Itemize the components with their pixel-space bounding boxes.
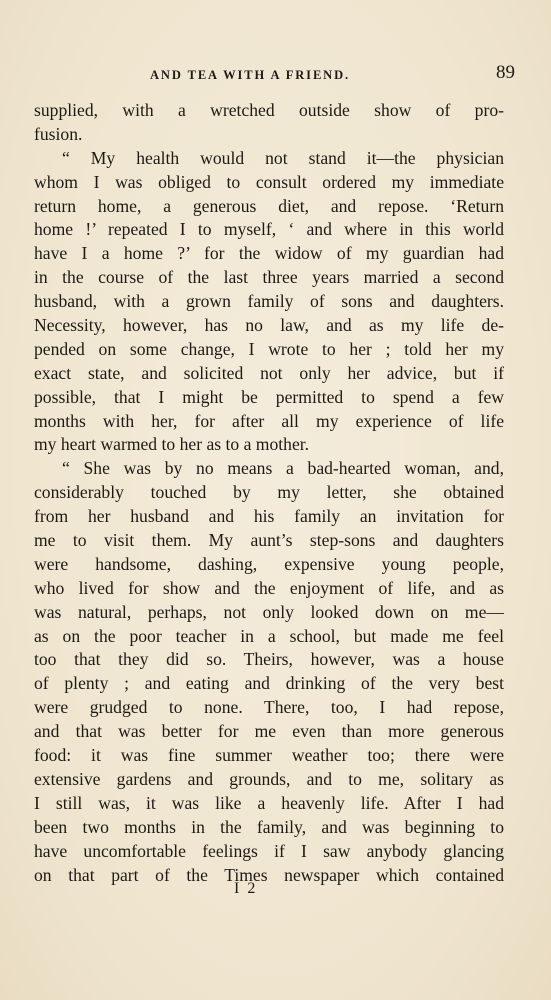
text-line: whom I was obliged to consult ordered my immediate xyxy=(34,171,504,192)
text-line: too that they did so. Theirs, however, was a house xyxy=(34,649,504,670)
text-line: were handsome, dashing, expensive young people, xyxy=(34,553,504,574)
text-line: extensive gardens and grounds, and to me, solitary as xyxy=(34,768,504,789)
text-line: me to visit them. My aunt’s step-sons and daughters xyxy=(34,530,504,551)
text-line: on that part of the Times newspaper which contained xyxy=(34,864,504,885)
text-line: been two months in the family, and was beginning to xyxy=(34,816,504,837)
page-number: 89 xyxy=(496,62,515,83)
text-line: my heart warmed to her as to a mother. xyxy=(34,434,310,455)
text-line: pended on some change, I wrote to her ; told her my xyxy=(34,338,504,359)
text-line: food: it was fine summer weather too; there were xyxy=(34,745,504,766)
signature-mark: I 2 xyxy=(234,880,258,897)
text-line: who lived for show and the enjoyment of life, and as xyxy=(34,577,504,598)
text-line: were grudged to none. There, too, I had repose, xyxy=(34,697,504,718)
text-line: fusion. xyxy=(34,123,83,144)
page-header xyxy=(140,64,515,86)
text-line: return home, a generous diet, and repose. ‘Return xyxy=(34,195,504,216)
running-head: AND TEA WITH A FRIEND. xyxy=(150,68,351,82)
text-line: home !’ repeated I to myself, ‘ and where in this world xyxy=(34,219,504,240)
text-line: from her husband and his family an invitation for xyxy=(34,506,504,527)
text-line: possible, that I might be permitted to spend a few xyxy=(34,386,504,407)
text-line: husband, with a grown family of sons and daughters. xyxy=(34,291,504,312)
text-line: Necessity, however, has no law, and as my life de- xyxy=(34,315,504,336)
text-line: was natural, perhaps, not only looked down on me— xyxy=(34,601,504,622)
text-line: “ She was by no means a bad-hearted woman, and, xyxy=(62,458,504,479)
text-line: supplied, with a wretched outside show of pro- xyxy=(34,100,504,120)
text-line: months with her, for after all my experience of life xyxy=(34,410,504,431)
text-line: I still was, it was like a heavenly life. After I had xyxy=(34,792,504,813)
text-line: considerably touched by my letter, she obtained xyxy=(34,482,504,503)
text-line: as on the poor teacher in a school, but made me feel xyxy=(34,625,504,646)
text-line: have I a home ?’ for the widow of my guardian had xyxy=(34,243,504,264)
text-line: “ My health would not stand it—the physician xyxy=(62,147,504,168)
body-text xyxy=(34,99,504,887)
text-line: exact state, and solicited not only her advice, but if xyxy=(34,362,504,383)
text-line: in the course of the last three years married a second xyxy=(34,267,504,288)
text-line: and that was better for me even than more generous xyxy=(34,721,504,742)
text-line: of plenty ; and eating and drinking of the very best xyxy=(34,673,504,694)
text-line: have uncomfortable feelings if I saw anybody glancing xyxy=(34,840,504,861)
